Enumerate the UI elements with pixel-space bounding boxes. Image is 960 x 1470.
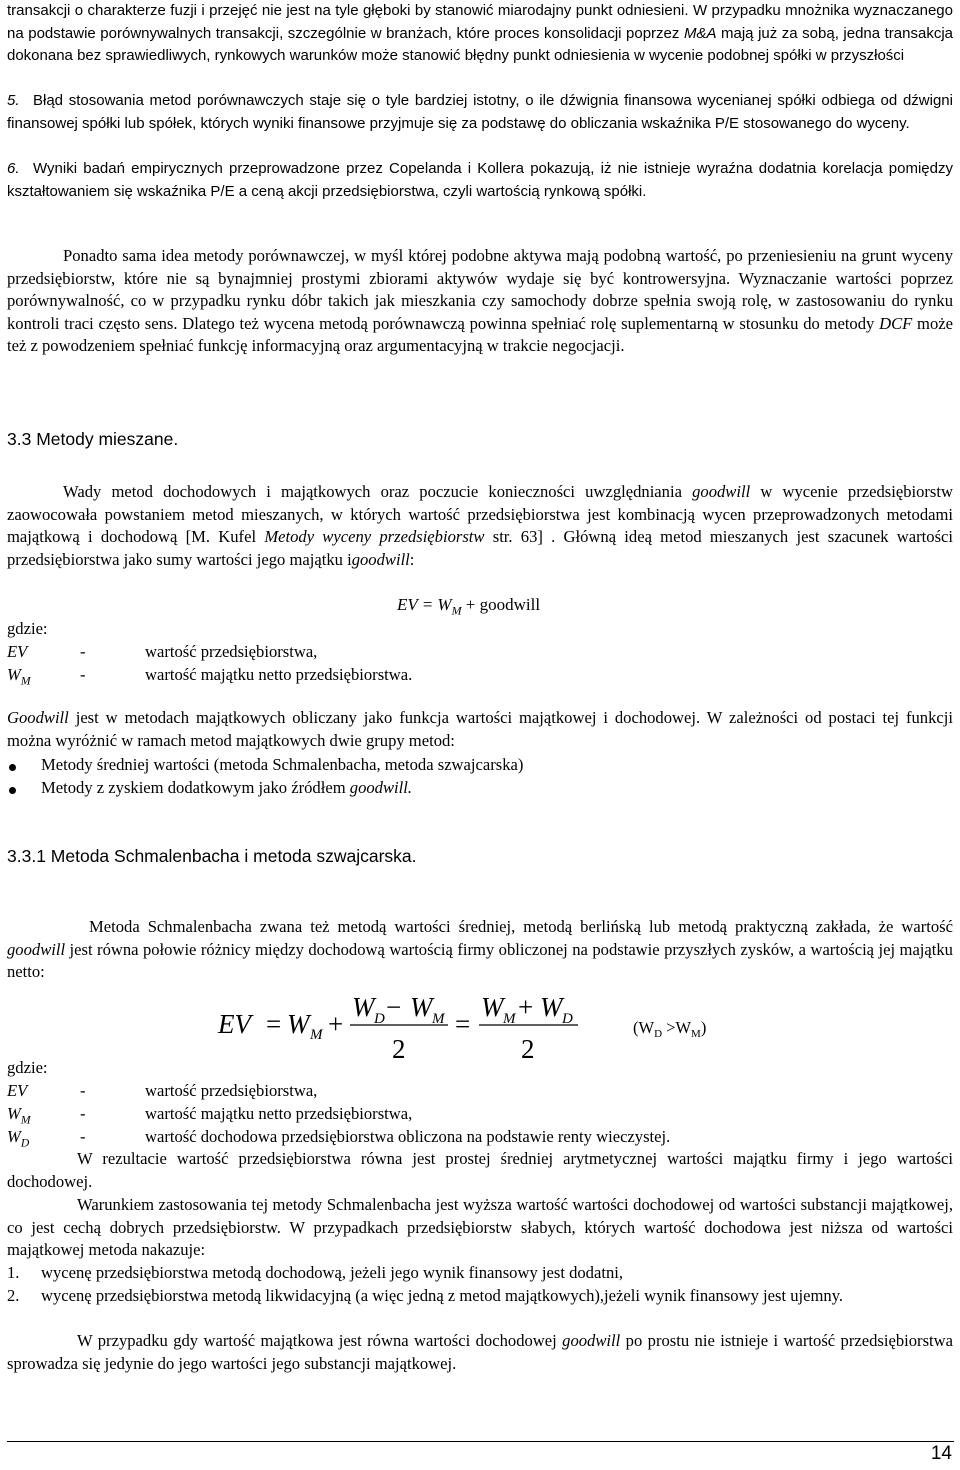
formula-plus: + <box>328 1009 344 1039</box>
gdzie-label <box>7 619 707 642</box>
symbol-text: EV <box>7 642 28 661</box>
formula-w: W <box>481 992 504 1022</box>
paragraph-last <box>7 1330 953 1375</box>
intro-text: transakcji o charakterze fuzji i przejęć nie jest na tyle głęboki by stanowić miarodajny punkt odniesieni. W przypadku mnożnika wyznaczanego na podstawie porównywalnych transakcji, szczególnie w branżach, które proces konsolidacji poprzez <box>7 2 953 42</box>
cond-sub: D <box>654 1028 663 1040</box>
paragraph-warunek: Warunkiem zastosowania tej metody Schmalenbacha jest wyższa wartość wartości dochodowej od wartości substancji majątkowej, co jest cechą dobrych przedsiębiorstw. W przypadkach przedsiębiorstw słabych, których wartość dochodowa jest niższa od wartości majątkowej metoda nakazuje: <box>7 1195 953 1260</box>
paragraph-wady <box>7 481 953 571</box>
symbol-text: W <box>7 665 21 684</box>
paragraph-text: w wycenie przedsiębiorstw zaowocowała powstaniem metod mieszanych, w których wartość przedsiębiorstwa jest kombinacją wycen przeprowadzonych metodami majątkową i dochodową [M. Kufel <box>7 482 953 547</box>
symbol-sub: M <box>20 1113 31 1127</box>
definitions-1 <box>7 619 707 688</box>
symbol-text: W <box>7 1127 21 1146</box>
list-item-text: wycenę przedsiębiorstwa metodą dochodową, jeżeli jego wynik finansowy jest dodatni, <box>41 1263 623 1282</box>
gdzie-text: gdzie: <box>7 1058 48 1077</box>
ordered-list-item <box>7 1285 953 1308</box>
paragraph-text: Wady metod dochodowych i majątkowych oraz poczucie konieczności uwzględniania <box>63 482 682 501</box>
bullet-icon <box>9 787 16 794</box>
goodwill-term: goodwill. <box>349 778 413 797</box>
goodwill-term: Goodwill <box>7 708 69 727</box>
formula-ev: EV <box>218 1009 251 1039</box>
bullet-text <box>41 778 412 798</box>
formula-two: 2 <box>521 1034 535 1064</box>
section-heading-3-3: 3.3 Metody mieszane. <box>7 429 179 449</box>
symbol-text: W <box>7 1104 21 1123</box>
paragraph-text: str. 63] . Główną ideą metod mieszanych jest szacunek wartości przedsiębiorstwa jako sumy wartości jego majątku i <box>7 527 954 569</box>
definition-row <box>7 1081 907 1104</box>
definition-row <box>7 642 707 665</box>
paragraph-text: W przypadku gdy wartość majątkowa jest równa wartości dochodowej <box>77 1331 557 1350</box>
formula-eq: = <box>455 1009 471 1039</box>
dash: - <box>80 1104 86 1123</box>
intro-text-rest: mają już za sobą, jedna transakcja dokonana bez sprawiedliwych, rynkowych warunków może stanowić błędny punkt odniesienia w wycenie podobnej spółki w przyszłości <box>7 24 954 65</box>
symbol-sub: M <box>20 674 31 688</box>
paragraph-text: jest równa połowie różnicy między dochodową wartością firmy obliczonej na podstawie przyszłych zysków, a wartością jej majątku netto: <box>7 939 953 982</box>
cond-sub: M <box>691 1028 701 1040</box>
formula-sub: D <box>562 1011 573 1027</box>
ma-term: M&A <box>683 24 717 42</box>
formula-sub: D <box>374 1011 385 1027</box>
symbol <box>7 1081 27 1103</box>
formula-two: 2 <box>392 1034 406 1064</box>
paragraph-text: jest w metodach majątkowych obliczany jako funkcja wartości majątkowej i dochodowej. W zależności od postaci tej funkcji można wyróżnić w ramach metod majątkowych dwie grupy metod: <box>7 708 953 750</box>
symbol <box>7 1104 31 1126</box>
formula-w: W <box>287 1009 310 1039</box>
definition-text: wartość przedsiębiorstwa, <box>145 642 318 661</box>
dash: - <box>80 1081 86 1100</box>
formula-plus: + <box>518 992 534 1022</box>
dcf-term: DCF <box>879 313 913 333</box>
formula-condition <box>633 1018 706 1040</box>
formula-w: W <box>540 992 563 1022</box>
page-number: 14 <box>930 1443 952 1464</box>
symbol-sub: D <box>20 1136 30 1150</box>
bullet-text-main: Metody średniej wartości (metoda Schmalenbacha, metoda szwajcarska) <box>41 755 524 774</box>
cond-close: ) <box>700 1018 707 1037</box>
formula-sub: M <box>503 1011 516 1027</box>
dash: - <box>80 642 86 661</box>
paragraph-text: Metoda Schmalenbacha zwana też metodą wartości średniej, metodą berlińską lub metodą praktyczną zakłada, że wartość <box>89 917 953 936</box>
ordered-list-item <box>7 1262 953 1285</box>
goodwill-term: goodwill <box>351 549 410 569</box>
symbol <box>7 665 31 687</box>
dash: - <box>80 665 86 684</box>
paragraph-wynik: W rezultacie wartość przedsiębiorstwa równa jest prostej średniej arytmetycznej wartości majątku firmy i jego wartości dochodowej. <box>7 1149 953 1191</box>
formula-sub: M <box>310 1027 323 1043</box>
definition-row <box>7 1127 907 1150</box>
goodwill-term: goodwill <box>692 482 751 501</box>
list-number: 6. <box>7 160 20 177</box>
bullet-icon <box>9 764 16 771</box>
list-number: 1. <box>7 1263 20 1282</box>
definition-row <box>7 665 707 688</box>
formula-minus: − <box>386 992 402 1022</box>
book-title: Metody wyceny przedsiębiorstw <box>264 527 485 547</box>
list-item-5 <box>7 90 953 135</box>
cond-open: (W <box>633 1018 655 1037</box>
list-item-text: wycenę przedsiębiorstwa metodą likwidacyjną (a więc jedną z metod majątkowych),jeżeli wynik finansowy jest ujemny. <box>41 1285 844 1305</box>
list-item-text: Wyniki badań empirycznych przeprowadzone przez Copelanda i Kollera pokazują, iż nie istnieje wyraźna dodatnia korelacja pomiędzy kształtowaniem się wskaźnika P/E a ceną akcji przedsiębiorstwa, czyli wartością rynkową spółki. <box>7 160 953 200</box>
gdzie-label <box>7 1058 907 1081</box>
ordered-list <box>7 1262 953 1307</box>
formula-subscript: M <box>451 603 462 618</box>
definitions-2 <box>7 1058 907 1150</box>
formula-schmalenbach <box>215 990 735 1065</box>
dash: - <box>80 1127 86 1146</box>
section-heading-3-3-1: 3.3.1 Metoda Schmalenbacha i metoda szwajcarska. <box>7 846 417 866</box>
formula-rhs: + goodwill <box>465 595 541 614</box>
paragraph-text: Ponadto sama idea metody porównawczej, w myśl której podobne aktywa mają podobną wartość, po przeniesieniu na grunt wyceny przedsiębiorstw, które nie są bynajmniej prostymi zbiorami aktywów wydaje się być kontrowersyjna. Wyznaczanie wartości poprzez porównywalność, co w przypadku rynku dóbr takich jak mieszkania czy samochody dobrze spełnia swoją rolę, w zastosowaniu do rynku kontroli traci często sens. Dlatego też wycena metodą porównawczą powinna spełniać rolę suplementarną w stosunku do metody <box>7 246 953 333</box>
gdzie-text: gdzie: <box>7 619 48 638</box>
paragraph-ponadto <box>7 245 953 358</box>
list-item-6 <box>7 158 953 203</box>
definition-text: wartość majątku netto przedsiębiorstwa. <box>145 665 413 684</box>
paragraph-text-end: może też z powodzeniem spełniać funkcję informacyjną oraz argumentacyjną w trakcie negocjacji. <box>7 313 953 356</box>
symbol <box>7 1127 29 1149</box>
cond-mid: >W <box>662 1018 692 1037</box>
paragraph-schmalenbach <box>7 916 953 984</box>
symbol <box>7 642 27 664</box>
paragraph-text: po prostu nie istnieje i wartość przedsiębiorstwa sprowadza się jedynie do jego wartości jego substancji majątkowej. <box>7 1331 953 1373</box>
bullet-text-main: Metody z zyskiem dodatkowym jako źródłem <box>41 778 346 797</box>
list-number: 2. <box>7 1285 20 1305</box>
formula-eq: = <box>266 1009 282 1039</box>
goodwill-term: goodwill <box>7 939 66 959</box>
formula-ev-goodwill <box>397 595 540 618</box>
intro-paragraph <box>7 0 953 68</box>
definition-text: wartość dochodowa przedsiębiorstwa obliczona na podstawie renty wieczystej. <box>145 1127 671 1146</box>
paragraph-goodwill <box>7 707 953 752</box>
list-number: 5. <box>7 92 20 109</box>
definition-text: wartość przedsiębiorstwa, <box>145 1081 318 1100</box>
definition-text: wartość majątku netto przedsiębiorstwa, <box>145 1104 413 1123</box>
list-item-text: Błąd stosowania metod porównawczych staje się o tyle bardziej istotny, o ile dźwignia finansowa wycenianej spółki odbiega od dźwigni finansowej spółki lub spółek, których wyniki finansowe przyjmuje się za podstawę do obliczania wskaźnika P/E stosowanego do wyceny. <box>7 92 953 132</box>
goodwill-term: goodwill <box>562 1331 621 1350</box>
formula-w: W <box>352 992 375 1022</box>
definition-row <box>7 1104 907 1127</box>
footer-divider <box>7 1441 954 1442</box>
bullet-text <box>41 755 523 775</box>
formula-lhs: EV = W <box>397 595 452 614</box>
colon: : <box>409 549 415 569</box>
formula-w: W <box>410 992 433 1022</box>
formula-sub: M <box>432 1011 445 1027</box>
symbol-text: EV <box>7 1081 28 1100</box>
